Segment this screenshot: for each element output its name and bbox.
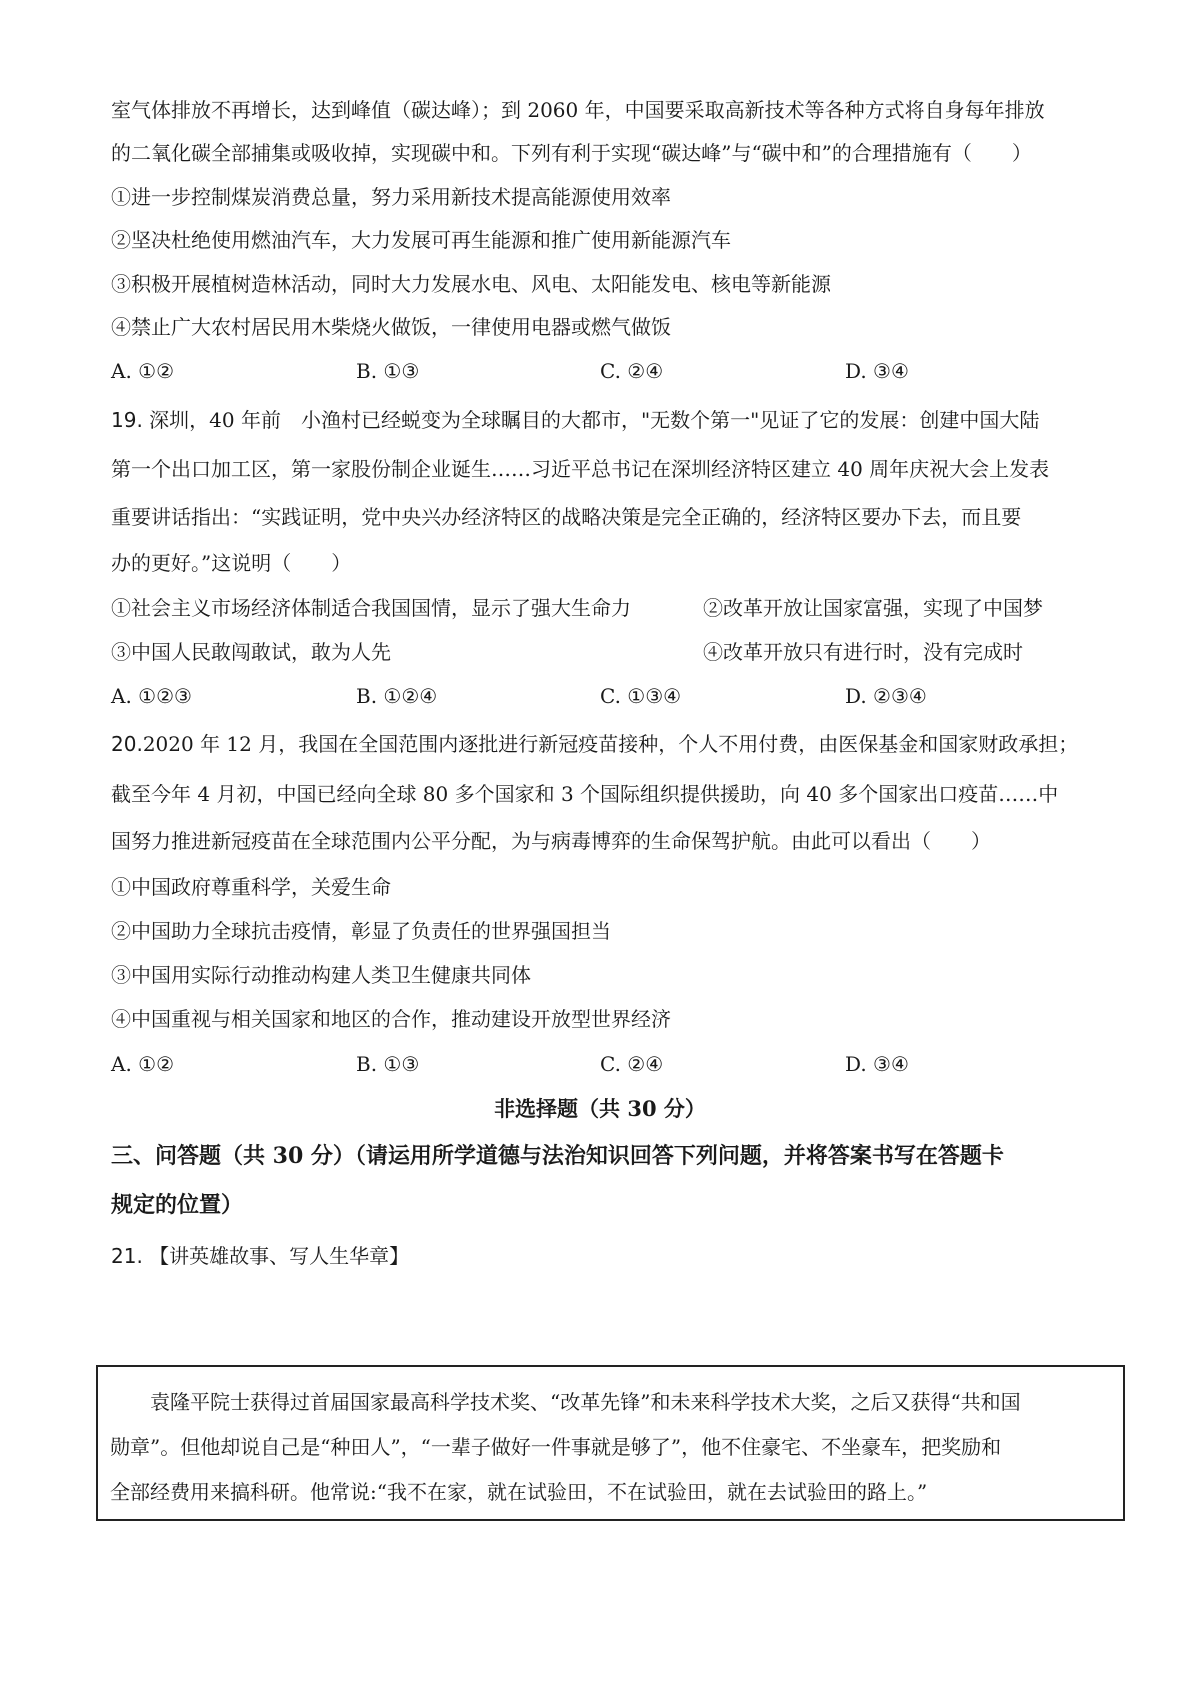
q18-option-c: C. ②④ [600,359,664,383]
q18-item-2: ②坚决杜绝使用燃油汽车，大力发展可再生能源和推广使用新能源汽车 [111,228,731,252]
q19-option-c: C. ①③④ [600,684,682,708]
q18-item-4: ④禁止广大农村居民用木柴烧火做饭，一律使用电器或燃气做饭 [111,315,671,339]
q20-option-b: B. ①③ [356,1052,420,1076]
q19-item-2: ②改革开放让国家富强，实现了中国梦 [703,596,1043,620]
q20-stem-line-2: 截至今年 4 月初，中国已经向全球 80 多个国家和 3 个国际组织提供援助，向 40 多个国家出口疫苗……中 [111,782,1059,806]
part3-heading-line-1: 三、问答题（共 30 分）（请运用所学道德与法治知识回答下列问题，并将答案书写在答题卡 [111,1143,1004,1169]
q20-stem-line-1 [111,730,1078,758]
q20-option-d: D. ③④ [845,1052,909,1076]
q19-stem-line-1 [111,406,1039,434]
q21-material-line-2: 勋章”。但他却说自己是“种田人”，“一辈子做好一件事就是够了”，他不住豪宅、不坐豪车，把奖励和 [110,1435,1002,1459]
q18-option-b: B. ①③ [356,359,420,383]
q18-option-a: A. ①② [111,359,175,383]
q19-stem-text: 深圳，40 年前 小渔村已经蜕变为全球瞩目的大都市，"无数个第一"见证了它的发展：创建中国大陆 [149,408,1040,432]
q20-stem-line-3: 国努力推进新冠疫苗在全球范围内公平分配，为与病毒博弈的生命保驾护航。由此可以看出（ ） [111,829,991,853]
q18-option-d: D. ③④ [845,359,909,383]
q18-stem-line-1: 室气体排放不再增长，达到峰值（碳达峰）；到 2060 年，中国要采取高新技术等各种方式将自身每年排放 [111,98,1045,122]
part3-heading-line-2: 规定的位置） [111,1192,244,1218]
q20-item-1: ①中国政府尊重科学，关爱生命 [111,875,391,899]
q20-stem-text: 2020 年 12 月，我国在全国范围内逐批进行新冠疫苗接种，个人不用付费，由医保基金和国家财政承担； [142,732,1079,756]
q20-item-3: ③中国用实际行动推动构建人类卫生健康共同体 [111,963,531,987]
q21-material-line-1: 袁隆平院士获得过首届国家最高科学技术奖、“改革先锋”和未来科学技术大奖，之后又获得“共和国 [150,1390,1021,1414]
q21-number: 21. [111,1244,143,1268]
q20-item-2: ②中国助力全球抗击疫情，彰显了负责任的世界强国担当 [111,919,611,943]
q19-stem-line-4: 办的更好。”这说明（ ） [111,551,352,575]
q21-material-box [96,1365,1125,1521]
q18-stem-line-2: 的二氧化碳全部捕集或吸收掉，实现碳中和。下列有利于实现“碳达峰”与“碳中和”的合理措施有（ ） [111,141,1032,165]
section-title: 非选择题（共 30 分） [494,1096,706,1121]
q18-item-1: ①进一步控制煤炭消费总量，努力采用新技术提高能源使用效率 [111,185,671,209]
q20-option-a: A. ①② [111,1052,175,1076]
q20-option-c: C. ②④ [600,1052,664,1076]
q21-material-line-3: 全部经费用来搞科研。他常说:“我不在家，就在试验田，不在试验田，就在去试验田的路上。” [110,1480,928,1504]
q19-option-a: A. ①②③ [111,684,192,708]
q21-title-line [111,1242,409,1270]
q19-item-3: ③中国人民敢闯敢试，敢为人先 [111,640,391,664]
q19-item-1: ①社会主义市场经济体制适合我国国情，显示了强大生命力 [111,596,631,620]
q19-option-d: D. ②③④ [845,684,927,708]
q18-item-3: ③积极开展植树造林活动，同时大力发展水电、风电、太阳能发电、核电等新能源 [111,272,831,296]
q19-stem-line-2: 第一个出口加工区，第一家股份制企业诞生……习近平总书记在深圳经济特区建立 40 周年庆祝大会上发表 [111,457,1050,481]
q21-title: 【讲英雄故事、写人生华章】 [149,1244,410,1268]
q20-number: 20. [111,732,143,756]
q19-option-b: B. ①②④ [356,684,438,708]
q19-stem-line-3: 重要讲话指出：“实践证明，党中央兴办经济特区的战略决策是完全正确的，经济特区要办下去，而且要 [111,505,1022,529]
q19-item-4: ④改革开放只有进行时，没有完成时 [703,640,1023,664]
q19-number: 19. [111,408,143,432]
q20-item-4: ④中国重视与相关国家和地区的合作，推动建设开放型世界经济 [111,1007,671,1031]
